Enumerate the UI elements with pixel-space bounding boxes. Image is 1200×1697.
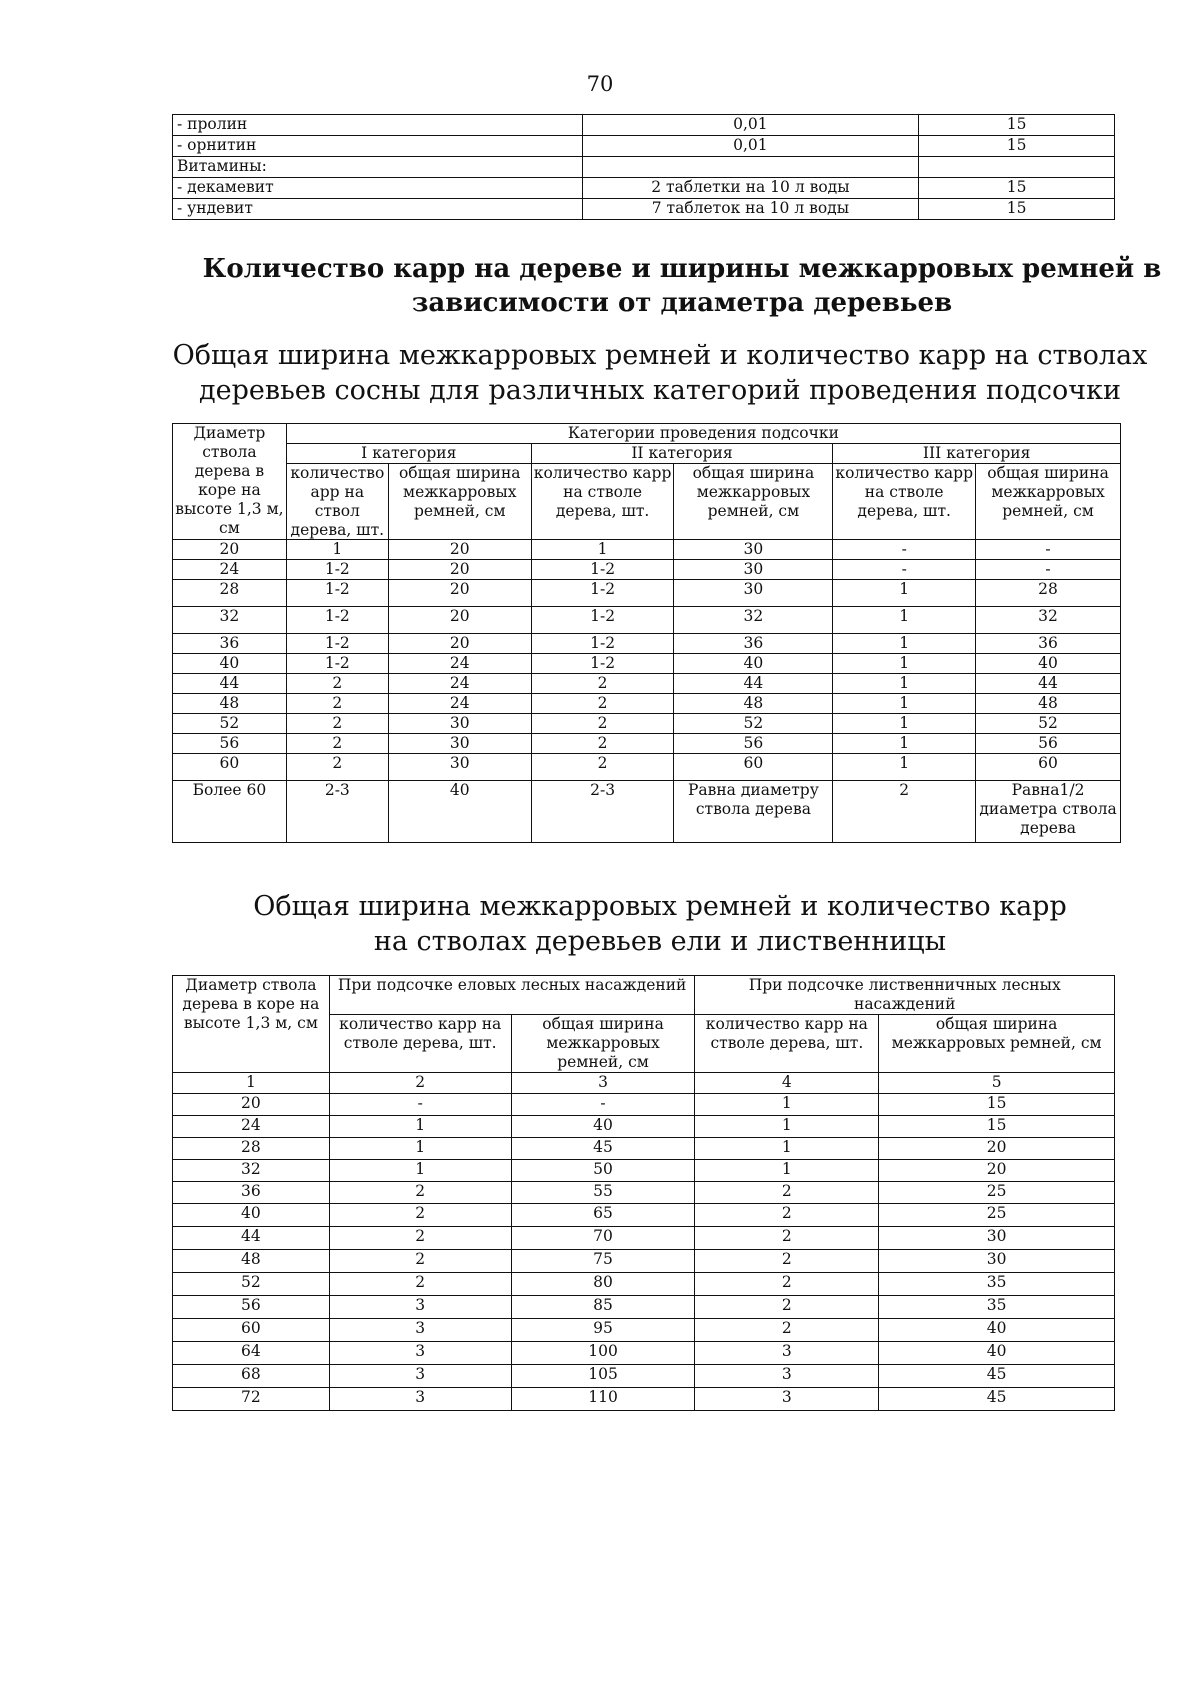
table-cell: 24 bbox=[388, 674, 531, 694]
table-cell: 72 bbox=[173, 1387, 330, 1410]
table-cell: 2 bbox=[833, 781, 976, 843]
table-cell: 36 bbox=[976, 634, 1121, 654]
table-cell: 48 bbox=[674, 694, 833, 714]
table-row bbox=[173, 1364, 1115, 1387]
table-cell: - bbox=[329, 1093, 511, 1115]
table-row bbox=[173, 1137, 1115, 1159]
table-cell: 2 bbox=[531, 714, 674, 734]
spruce-table-title bbox=[150, 889, 1170, 959]
table-cell: 15 bbox=[919, 178, 1115, 199]
table-cell: 28 bbox=[173, 580, 287, 607]
table-cell: Более 60 bbox=[173, 781, 287, 843]
table-row bbox=[173, 734, 1121, 754]
table-cell: 60 bbox=[674, 754, 833, 781]
table-cell: 2 bbox=[531, 694, 674, 714]
table-row bbox=[173, 1318, 1115, 1341]
table-cell: 45 bbox=[879, 1364, 1115, 1387]
table-cell: 1-2 bbox=[286, 560, 388, 580]
table-cell: 56 bbox=[173, 734, 287, 754]
table-cell: 1 bbox=[329, 1159, 511, 1181]
table-cell: 1 bbox=[833, 634, 976, 654]
table-cell: 52 bbox=[173, 714, 287, 734]
table-cell: 2 bbox=[286, 674, 388, 694]
table-row bbox=[173, 1295, 1115, 1318]
pine-header-count-2: количество карр на стволе дерева, шт. bbox=[531, 463, 674, 540]
table-cell: - bbox=[976, 540, 1121, 560]
table-cell: 3 bbox=[329, 1341, 511, 1364]
table-cell: 2 bbox=[531, 734, 674, 754]
table-cell: 30 bbox=[674, 540, 833, 560]
table-row bbox=[173, 178, 1115, 199]
table-cell: 20 bbox=[879, 1159, 1115, 1181]
table-cell: 1 bbox=[286, 540, 388, 560]
table-cell: 24 bbox=[173, 1115, 330, 1137]
table-cell: 40 bbox=[879, 1318, 1115, 1341]
pine-header-count-3: количество карр на стволе дерева, шт. bbox=[833, 463, 976, 540]
table-cell: 28 bbox=[173, 1137, 330, 1159]
table-cell: 24 bbox=[388, 654, 531, 674]
spruce-larch-table-body bbox=[173, 1072, 1115, 1410]
table-cell: 52 bbox=[173, 1272, 330, 1295]
table-cell: 40 bbox=[879, 1341, 1115, 1364]
table-cell: 30 bbox=[879, 1249, 1115, 1272]
table-cell: 50 bbox=[511, 1159, 695, 1181]
table-cell: 1-2 bbox=[531, 560, 674, 580]
table-cell: 35 bbox=[879, 1295, 1115, 1318]
table-cell: 1 bbox=[329, 1137, 511, 1159]
table-cell bbox=[582, 157, 919, 178]
table-row bbox=[173, 1272, 1115, 1295]
table-cell: 0,01 bbox=[582, 115, 919, 136]
table-cell: 1 bbox=[833, 580, 976, 607]
table-cell: 3 bbox=[329, 1295, 511, 1318]
table-row bbox=[173, 580, 1121, 607]
main-heading: Количество карр на дереве и ширины межкарровых ремней в зависимости от диаметра деревьев bbox=[202, 254, 1162, 318]
table-row bbox=[173, 540, 1121, 560]
table-cell: 100 bbox=[511, 1341, 695, 1364]
table-cell: 36 bbox=[173, 634, 287, 654]
table-cell: 1 bbox=[695, 1137, 879, 1159]
table-cell: - орнитин bbox=[173, 136, 583, 157]
pine-header-width-2: общая ширина межкарровых ремней, см bbox=[674, 463, 833, 540]
table-cell: 20 bbox=[388, 607, 531, 634]
table-row bbox=[173, 560, 1121, 580]
spruce-title-line-1: Общая ширина межкарровых ремней и количество карр bbox=[253, 891, 1067, 922]
table-cell: 30 bbox=[674, 560, 833, 580]
table-row bbox=[173, 1159, 1115, 1181]
table-cell: 1-2 bbox=[286, 634, 388, 654]
pine-header-category-1: I категория bbox=[286, 443, 531, 463]
pine-header-category-2: II категория bbox=[531, 443, 833, 463]
table-cell: 0,01 bbox=[582, 136, 919, 157]
table-row bbox=[173, 157, 1115, 178]
spruce-header-count: количество карр на стволе дерева, шт. bbox=[329, 1014, 511, 1072]
table-cell: 5 bbox=[879, 1072, 1115, 1093]
table-cell: 56 bbox=[976, 734, 1121, 754]
table-cell: 20 bbox=[173, 540, 287, 560]
pine-table bbox=[172, 423, 1121, 843]
table-cell: 52 bbox=[674, 714, 833, 734]
table-row bbox=[173, 634, 1121, 654]
table-row bbox=[173, 1387, 1115, 1410]
table-row bbox=[173, 1226, 1115, 1249]
table-cell: 1 bbox=[531, 540, 674, 560]
table-cell: 35 bbox=[879, 1272, 1115, 1295]
spruce-header-spruce: При подсочке еловых лесных насаждений bbox=[329, 976, 695, 1015]
table-cell: 1 bbox=[173, 1072, 330, 1093]
table-cell: 30 bbox=[879, 1226, 1115, 1249]
table-cell: 25 bbox=[879, 1203, 1115, 1226]
table-cell: 2 таблетки на 10 л воды bbox=[582, 178, 919, 199]
table-row bbox=[173, 115, 1115, 136]
table-row bbox=[173, 199, 1115, 220]
table-cell: 2 bbox=[531, 754, 674, 781]
table-cell: 2 bbox=[695, 1318, 879, 1341]
pine-header-categories: Категории проведения подсочки bbox=[286, 424, 1120, 444]
table-cell: 1 bbox=[833, 654, 976, 674]
table-cell: 1 bbox=[329, 1115, 511, 1137]
table-cell: 44 bbox=[976, 674, 1121, 694]
table-cell: 48 bbox=[173, 1249, 330, 1272]
table-cell: 15 bbox=[879, 1093, 1115, 1115]
table-cell: 24 bbox=[173, 560, 287, 580]
table-cell: 1 bbox=[833, 714, 976, 734]
table-cell: - пролин bbox=[173, 115, 583, 136]
table-row bbox=[173, 674, 1121, 694]
table-cell: 25 bbox=[879, 1181, 1115, 1203]
table-cell: 2 bbox=[329, 1272, 511, 1295]
table-cell: 1 bbox=[695, 1115, 879, 1137]
table-cell: 64 bbox=[173, 1341, 330, 1364]
table-cell: 20 bbox=[173, 1093, 330, 1115]
table-cell: 15 bbox=[919, 115, 1115, 136]
table-cell: 1-2 bbox=[286, 580, 388, 607]
table-cell: 55 bbox=[511, 1181, 695, 1203]
table-cell: 2 bbox=[329, 1226, 511, 1249]
table-cell: 48 bbox=[976, 694, 1121, 714]
table-cell: 1-2 bbox=[531, 607, 674, 634]
table-cell: 40 bbox=[511, 1115, 695, 1137]
table-cell: 1 bbox=[833, 694, 976, 714]
table-cell: Витамины: bbox=[173, 157, 583, 178]
table-cell: 44 bbox=[674, 674, 833, 694]
table-cell: 20 bbox=[388, 634, 531, 654]
table-cell: - декамевит bbox=[173, 178, 583, 199]
table-row bbox=[173, 1249, 1115, 1272]
spruce-header-diameter: Диаметр ствола дерева в коре на высоте 1,3 м, см bbox=[173, 976, 330, 1073]
table-cell: 44 bbox=[173, 674, 287, 694]
top-table bbox=[172, 114, 1115, 220]
table-cell: 1-2 bbox=[286, 654, 388, 674]
table-cell: 28 bbox=[976, 580, 1121, 607]
table-cell: 56 bbox=[674, 734, 833, 754]
table-row bbox=[173, 607, 1121, 634]
table-cell: 1-2 bbox=[286, 607, 388, 634]
pine-header-category-3: III категория bbox=[833, 443, 1121, 463]
table-cell: 40 bbox=[173, 654, 287, 674]
table-cell: 2-3 bbox=[531, 781, 674, 843]
table-cell: 36 bbox=[674, 634, 833, 654]
table-cell: 1 bbox=[833, 754, 976, 781]
table-cell: 32 bbox=[173, 607, 287, 634]
table-cell: 80 bbox=[511, 1272, 695, 1295]
table-cell: 70 bbox=[511, 1226, 695, 1249]
table-cell: 1-2 bbox=[531, 580, 674, 607]
table-cell: 75 bbox=[511, 1249, 695, 1272]
table-cell: 7 таблеток на 10 л воды bbox=[582, 199, 919, 220]
table-row bbox=[173, 754, 1121, 781]
table-cell: 30 bbox=[388, 734, 531, 754]
table-cell: 32 bbox=[976, 607, 1121, 634]
table-cell: 2 bbox=[286, 754, 388, 781]
table-cell: 4 bbox=[695, 1072, 879, 1093]
larch-header-width: общая ширина межкарровых ремней, см bbox=[879, 1014, 1115, 1072]
table-cell bbox=[919, 157, 1115, 178]
pine-header-diameter: Диаметр ствола дерева в коре на высоте 1,3 м, см bbox=[173, 424, 287, 540]
table-cell: 60 bbox=[173, 754, 287, 781]
table-row bbox=[173, 694, 1121, 714]
table-row bbox=[173, 714, 1121, 734]
table-cell: 1 bbox=[833, 734, 976, 754]
table-cell: 30 bbox=[388, 754, 531, 781]
table-cell: 40 bbox=[388, 781, 531, 843]
table-row bbox=[173, 1203, 1115, 1226]
table-cell: 30 bbox=[388, 714, 531, 734]
larch-header-count: количество карр на стволе дерева, шт. bbox=[695, 1014, 879, 1072]
table-cell: 95 bbox=[511, 1318, 695, 1341]
table-cell: 1 bbox=[833, 674, 976, 694]
table-cell: 2 bbox=[286, 714, 388, 734]
table-row bbox=[173, 1072, 1115, 1093]
table-cell: 3 bbox=[695, 1387, 879, 1410]
table-cell: 1 bbox=[695, 1159, 879, 1181]
table-cell: 45 bbox=[879, 1387, 1115, 1410]
table-cell: 2 bbox=[286, 694, 388, 714]
page-number: 70 bbox=[586, 72, 614, 96]
table-row bbox=[173, 1341, 1115, 1364]
table-row bbox=[173, 781, 1121, 843]
table-cell: 2 bbox=[695, 1226, 879, 1249]
pine-header-width-3: общая ширина межкарровых ремней, см bbox=[976, 463, 1121, 540]
table-cell: 3 bbox=[329, 1364, 511, 1387]
table-cell: 36 bbox=[173, 1181, 330, 1203]
table-cell: 85 bbox=[511, 1295, 695, 1318]
table-cell: - bbox=[833, 540, 976, 560]
table-cell: 56 bbox=[173, 1295, 330, 1318]
table-row bbox=[173, 654, 1121, 674]
table-cell: 1-2 bbox=[531, 654, 674, 674]
table-cell: 20 bbox=[388, 560, 531, 580]
table-cell: 15 bbox=[919, 199, 1115, 220]
table-cell: 40 bbox=[173, 1203, 330, 1226]
table-cell: 40 bbox=[674, 654, 833, 674]
table-cell: 32 bbox=[674, 607, 833, 634]
table-cell: 3 bbox=[329, 1387, 511, 1410]
table-cell: 30 bbox=[674, 580, 833, 607]
table-cell: 2 bbox=[695, 1272, 879, 1295]
table-cell: 20 bbox=[388, 540, 531, 560]
table-cell: 2 bbox=[695, 1203, 879, 1226]
table-cell: 2 bbox=[695, 1295, 879, 1318]
spruce-header-width: общая ширина межкарровых ремней, см bbox=[511, 1014, 695, 1072]
table-cell: 24 bbox=[388, 694, 531, 714]
table-cell: Равна1/2 диаметра ствола дерева bbox=[976, 781, 1121, 843]
table-cell: 44 bbox=[173, 1226, 330, 1249]
table-cell: 68 bbox=[173, 1364, 330, 1387]
table-cell: 45 bbox=[511, 1137, 695, 1159]
table-cell: 48 bbox=[173, 694, 287, 714]
spruce-larch-table bbox=[172, 975, 1115, 1411]
table-cell: 110 bbox=[511, 1387, 695, 1410]
table-cell: 15 bbox=[879, 1115, 1115, 1137]
pine-table-body bbox=[173, 540, 1121, 843]
pine-header-width-1: общая ширина межкарровых ремней, см bbox=[388, 463, 531, 540]
table-row bbox=[173, 136, 1115, 157]
pine-table-title: Общая ширина межкарровых ремней и количество карр на стволах деревьев сосны для различных категорий проведения подсочки bbox=[172, 340, 1148, 406]
table-cell: 2 bbox=[695, 1249, 879, 1272]
table-cell: 1 bbox=[695, 1093, 879, 1115]
table-cell: 15 bbox=[919, 136, 1115, 157]
table-cell: 60 bbox=[173, 1318, 330, 1341]
table-cell: - bbox=[976, 560, 1121, 580]
table-cell: 3 bbox=[695, 1341, 879, 1364]
table-cell: 20 bbox=[388, 580, 531, 607]
pine-header-count-1: количество арр на ствол дерева, шт. bbox=[286, 463, 388, 540]
spruce-header-larch: При подсочке лиственничных лесных насаждений bbox=[695, 976, 1115, 1015]
table-cell: 3 bbox=[695, 1364, 879, 1387]
table-cell: 20 bbox=[879, 1137, 1115, 1159]
table-cell: - ундевит bbox=[173, 199, 583, 220]
table-cell: - bbox=[511, 1093, 695, 1115]
table-cell: 2 bbox=[329, 1203, 511, 1226]
table-cell: 2 bbox=[329, 1072, 511, 1093]
table-cell: 2 bbox=[329, 1249, 511, 1272]
table-cell: 2 bbox=[695, 1181, 879, 1203]
table-cell: - bbox=[833, 560, 976, 580]
table-row bbox=[173, 1115, 1115, 1137]
table-row bbox=[173, 1181, 1115, 1203]
table-cell: 1 bbox=[833, 607, 976, 634]
table-cell: Равна диаметру ствола дерева bbox=[674, 781, 833, 843]
table-cell: 2-3 bbox=[286, 781, 388, 843]
top-table-body bbox=[173, 115, 1115, 220]
table-cell: 2 bbox=[329, 1181, 511, 1203]
table-cell: 3 bbox=[511, 1072, 695, 1093]
table-cell: 105 bbox=[511, 1364, 695, 1387]
spruce-title-line-2: на стволах деревьев ели и лиственницы bbox=[373, 926, 947, 957]
table-cell: 60 bbox=[976, 754, 1121, 781]
table-cell: 2 bbox=[286, 734, 388, 754]
table-cell: 52 bbox=[976, 714, 1121, 734]
table-cell: 2 bbox=[531, 674, 674, 694]
table-cell: 3 bbox=[329, 1318, 511, 1341]
table-row bbox=[173, 1093, 1115, 1115]
table-cell: 1-2 bbox=[531, 634, 674, 654]
table-cell: 40 bbox=[976, 654, 1121, 674]
table-cell: 65 bbox=[511, 1203, 695, 1226]
table-cell: 32 bbox=[173, 1159, 330, 1181]
